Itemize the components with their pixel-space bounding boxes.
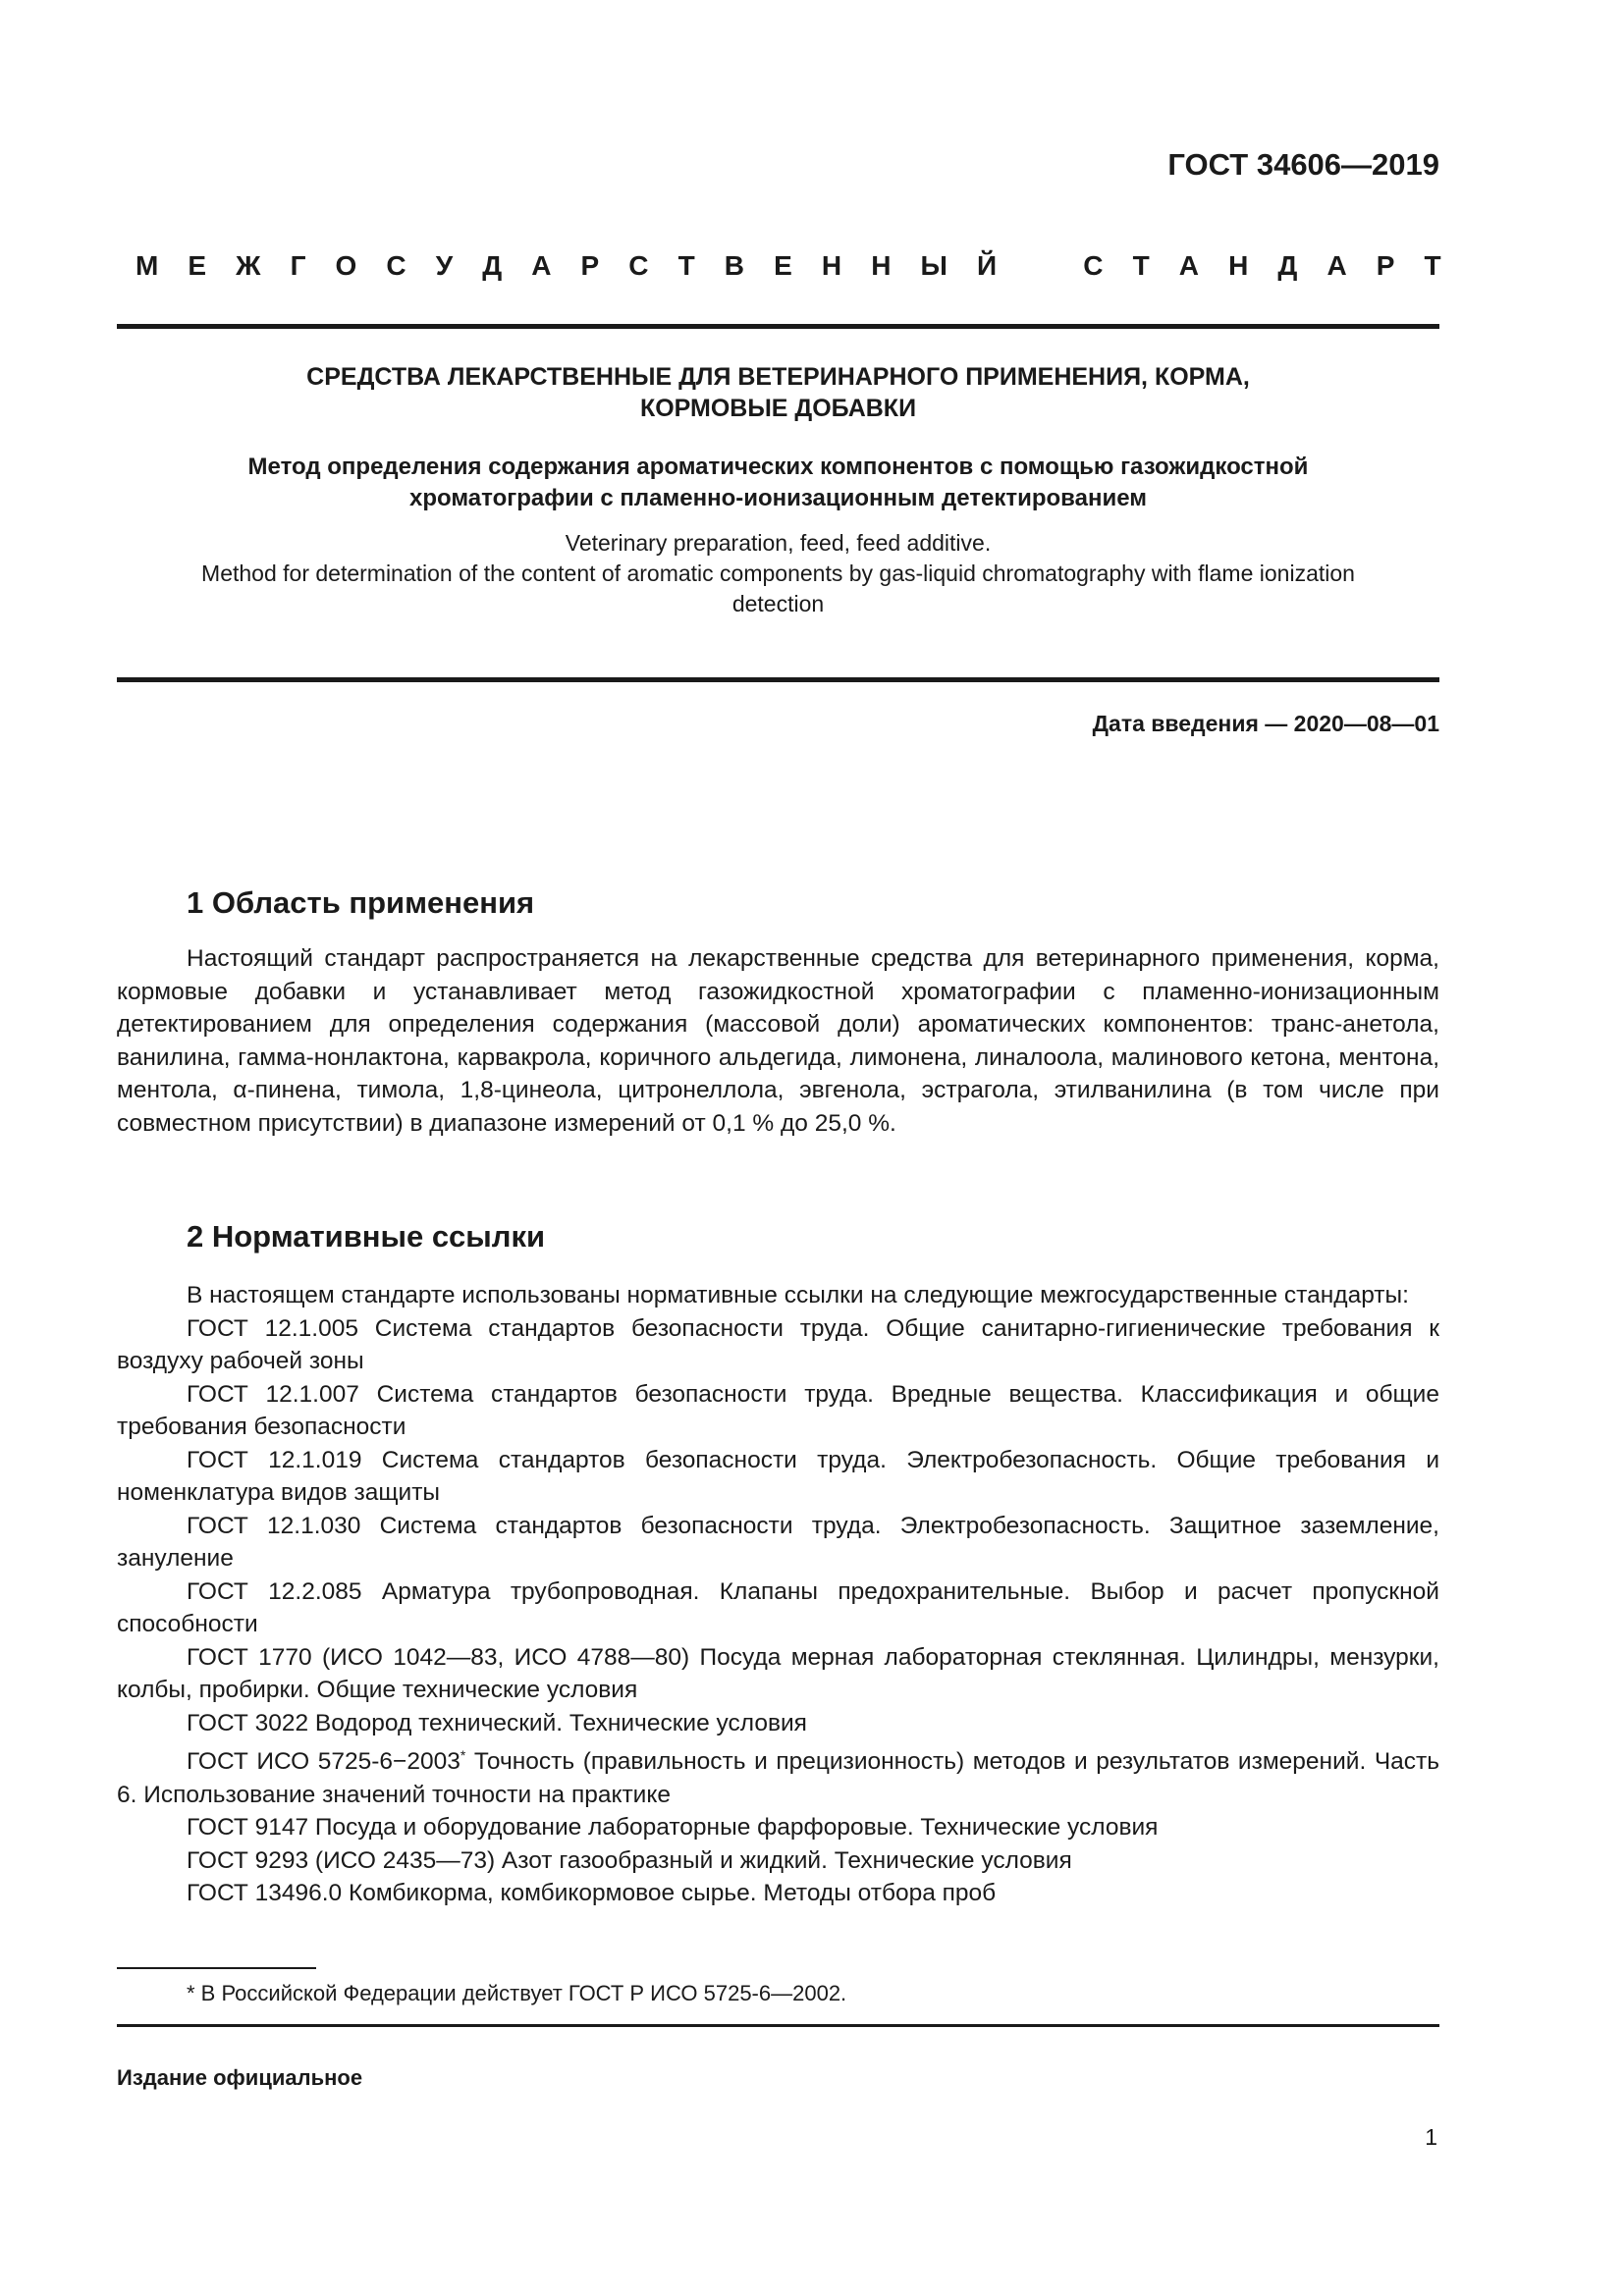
heading-letter: А [1326,250,1347,281]
heading-letter: Т [677,250,695,281]
document-subtitle [117,452,1439,514]
heading-letter: О [335,250,357,281]
word-gap [1026,250,1054,282]
heading-letter: Р [580,250,600,281]
page-number: 1 [1425,2124,1437,2150]
english-title-line: Method for determination of the content of aromatic components by gas-liquid chromatography with flame ionization [201,561,1355,586]
heading-letter: Г [290,250,306,281]
subtitle-line: хроматографии с пламенно-ионизационным детектированием [409,485,1147,511]
heading-letter: У [435,250,454,281]
footnote: * В Российской Федерации действует ГОСТ Р ИСО 5725-6—2002. [187,1981,847,2005]
document-title [117,361,1439,424]
heading-letter: Ж [236,250,261,281]
interstate-standard-heading [135,250,1441,282]
heading-letter: М [135,250,159,281]
section-1-text [117,942,1439,1140]
heading-letter: Д [482,250,503,281]
heading-letter: С [628,250,649,281]
heading-letter: Д [1277,250,1298,281]
heading-letter: Н [1228,250,1249,281]
divider-top [117,324,1439,329]
heading-letter: Н [821,250,842,281]
english-title-line: Veterinary preparation, feed, feed additive. [565,530,992,556]
heading-letter: Й [977,250,998,281]
title-line: КОРМОВЫЕ ДОБАВКИ [639,395,917,422]
english-title-line: detection [731,591,825,616]
reference-item: ГОСТ 12.1.030 Система стандартов безопасности труда. Электробезопасность. Защитное заземление, зануление [117,1512,1439,1572]
section-1-heading: 1 Область применения [187,885,535,920]
heading-letter: Ы [920,250,947,281]
standard-number: ГОСТ 34606—2019 [1167,147,1439,182]
section-2-references [117,1279,1439,1910]
reference-item: ГОСТ 9147 Посуда и оборудование лабораторные фарфоровые. Технические условия [187,1814,1159,1842]
paragraph: Настоящий стандарт распространяется на лекарственные средства для ветеринарного применения, корма, кормовые добавки и устанавливает метод газожидкостной хроматографии с пламенно-ионизационным детектированием для определения содержания (массовой доли) ароматических компонентов: транс-анетола, ванилина, гамма-нонлактона, карвакрола, коричного альдегида, лимонена, линалоола, малинового кетона, ментона, ментола, α-пинена, тимола, 1,8-цинеола, цитронеллола, эвгенола, эстрагола, этилванилина (в том числе при совместном присутствии) в диапазоне измерений от 0,1 % до 25,0 %. [117,945,1439,1137]
official-edition-label: Издание официальное [117,2065,363,2090]
heading-letter: Н [871,250,892,281]
divider-title-bottom [117,677,1439,682]
footnote-marker: * [460,1747,466,1763]
heading-letter: Е [774,250,792,281]
paragraph: В настоящем стандарте использованы нормативные ссылки на следующие межгосударственные стандарты: [187,1282,1409,1308]
reference-item: ГОСТ 12.1.019 Система стандартов безопасности труда. Электробезопасность. Общие требования и номенклатура видов защиты [117,1446,1439,1506]
divider-bottom [117,2024,1439,2027]
reference-code: ГОСТ ИСО 5725-6−2003 [187,1748,460,1776]
heading-letter: Р [1376,250,1395,281]
reference-item [117,1739,1439,1811]
heading-letter: Т [1424,250,1441,281]
reference-item: ГОСТ 12.1.007 Система стандартов безопасности труда. Вредные вещества. Классификация и общие требования безопасности [117,1380,1439,1440]
footnote-divider [117,1967,316,1969]
heading-letter: С [386,250,406,281]
reference-item: ГОСТ 12.2.085 Арматура трубопроводная. Клапаны предохранительные. Выбор и расчет пропускной способности [117,1577,1439,1637]
heading-letter: А [531,250,552,281]
section-2-heading: 2 Нормативные ссылки [187,1219,546,1254]
heading-letter: Т [1132,250,1150,281]
heading-letter: С [1083,250,1104,281]
heading-letter: А [1178,250,1200,281]
heading-letter: Е [188,250,207,281]
reference-item: ГОСТ 9293 (ИСО 2435—73) Азот газообразный и жидкий. Технические условия [187,1846,1072,1874]
heading-letter: В [724,250,745,281]
reference-item: ГОСТ 13496.0 Комбикорма, комбикормовое сырье. Методы отбора проб [187,1880,997,1907]
reference-item: ГОСТ 1770 (ИСО 1042—83, ИСО 4788—80) Посуда мерная лабораторная стеклянная. Цилиндры, мензурки, колбы, пробирки. Общие технические условия [117,1643,1439,1703]
reference-item: ГОСТ 3022 Водород технический. Технические условия [187,1709,807,1736]
english-title [117,528,1439,619]
title-line: СРЕДСТВА ЛЕКАРСТВЕННЫЕ ДЛЯ ВЕТЕРИНАРНОГО ПРИМЕНЕНИЯ, КОРМА, [306,363,1250,391]
subtitle-line: Метод определения содержания ароматических компонентов с помощью газожидкостной [247,454,1309,480]
reference-item: ГОСТ 12.1.005 Система стандартов безопасности труда. Общие санитарно-гигиенические требования к воздуху рабочей зоны [117,1314,1439,1374]
introduction-date: Дата введения — 2020—08—01 [1092,711,1439,736]
reference-title: Точность (правильность и прецизионность) методов и результатов измерений. Часть 6. Использование значений точности на практике [117,1748,1440,1808]
